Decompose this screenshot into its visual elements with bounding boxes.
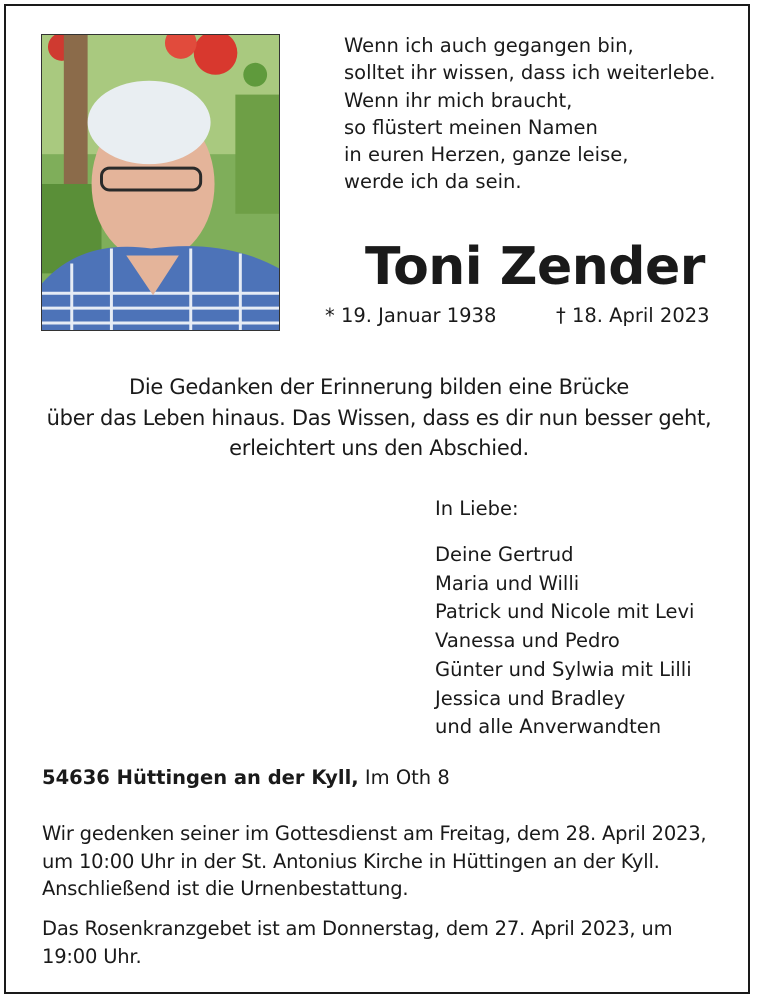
memorial-poem: Wenn ich auch gegangen bin, solltet ihr wissen, dass ich weiterlebe. Wenn ihr mich braucht, so flüstert meinen Namen in euren Herzen, ganze leise, werde ich da sein. (344, 34, 716, 194)
mourner-item: Maria und Willi (435, 571, 580, 595)
address-street: Im Oth 8 (358, 766, 450, 789)
service-info: Wir gedenken seiner im Gottesdienst am Freitag, dem 28. April 2023, um 10:00 Uhr in der St. Antonius Kirche in Hüttingen an der Kyll. Anschließend ist die Urnenbestattung. (42, 822, 707, 900)
mourner-item: Deine Gertrud (435, 543, 574, 566)
in-love-label: In Liebe: (435, 497, 519, 520)
mourner-item: Jessica und Bradley (435, 686, 626, 710)
mourner-item: und alle Anverwandten (435, 715, 662, 739)
mourner-item: Patrick und Nicole mit Levi (435, 600, 695, 624)
address (42, 766, 450, 789)
mourner-item: Günter und Sylwia mit Lilli (435, 657, 692, 681)
portrait-photo (41, 34, 280, 331)
deceased-name: Toni Zender (365, 237, 705, 297)
death-date: † 18. April 2023 (556, 304, 710, 327)
memorial-quote: Die Gedanken der Erinnerung bilden eine Brücke über das Leben hinaus. Das Wissen, dass es dir nun besser geht, erleichtert uns den Abschied. (46, 375, 712, 460)
address-place: 54636 Hüttingen an der Kyll, (42, 766, 359, 789)
mourner-list (435, 541, 694, 742)
birth-date: * 19. Januar 1938 (325, 304, 497, 327)
mourner-item: Vanessa und Pedro (435, 629, 620, 653)
rosary-info: Das Rosenkranzgebet ist am Donnerstag, dem 27. April 2023, um 19:00 Uhr. (42, 917, 673, 968)
